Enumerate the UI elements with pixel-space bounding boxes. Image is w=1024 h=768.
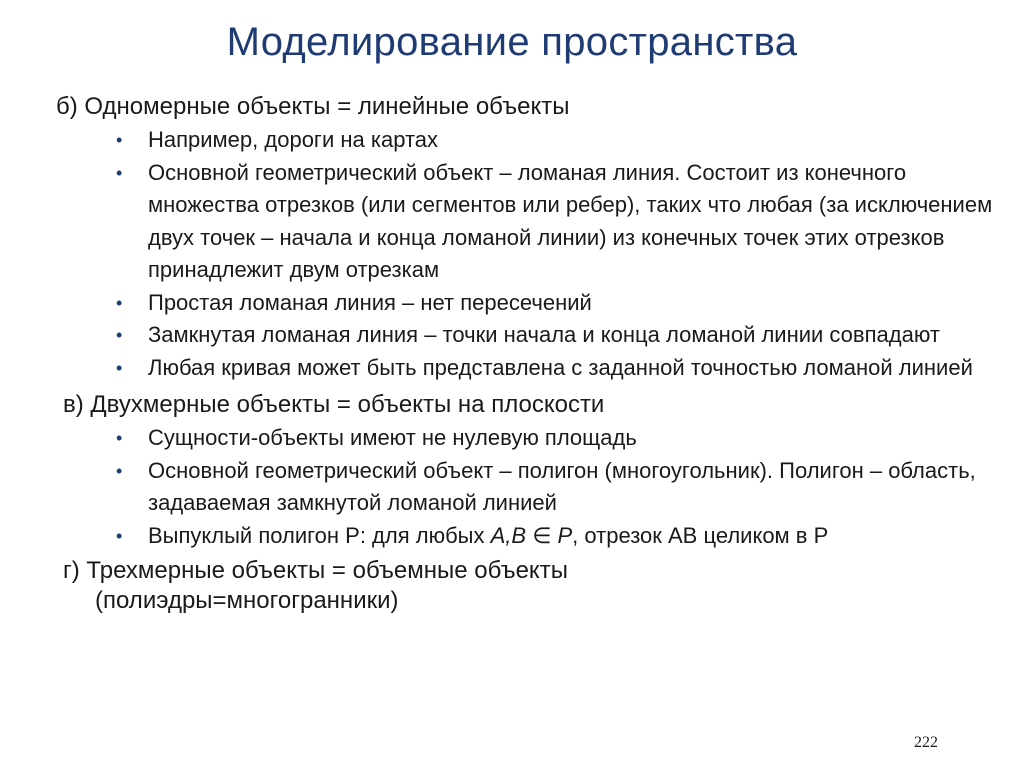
bullet-text: Основной геометрический объект – ломаная линия. Состоит из конечного множества отрезков (или сегментов или ребер), таких что любая (за исключением двух точек – начала и конца ломаной линии) из конечных точек этих отрезков принадлежит двум отрезкам [148, 159, 993, 282]
slide-title: Моделирование пространства [226, 20, 798, 64]
bullet-icon: • [116, 162, 123, 183]
bullet-text: Основной геометрический объект – полигон (многоугольник). Полигон – область, задаваемая замкнутой ломаной линией [148, 457, 976, 515]
bullet-text: Любая кривая может быть представлена с заданной точностью ломаной линией [148, 354, 973, 380]
bullet-text: Например, дороги на картах [148, 127, 439, 152]
bullet-list-one-dim [56, 124, 996, 384]
convex-prefix: Выпуклый полигон P: для любых [148, 522, 491, 548]
bullet-item [56, 124, 996, 157]
bullet-icon: • [116, 292, 123, 313]
bullet-item [56, 287, 996, 320]
bullet-text: Простая ломаная линия – нет пересечений [148, 289, 592, 315]
bullet-list-two-dim [56, 422, 996, 552]
bullet-item [56, 352, 996, 385]
page-number: 222 [914, 734, 938, 751]
section-heading-three-dim-line1: г) Трехмерные объекты = объемные объекты [63, 557, 568, 584]
section-heading-three-dim [56, 556, 996, 616]
bullet-text: Сущности-объекты имеют не нулевую площадь [148, 425, 637, 450]
section-heading-three-dim-line2: (полиэдры=многогранники) [95, 587, 399, 614]
section-heading-two-dim: в) Двухмерные объекты = объекты на плоскости [63, 391, 605, 418]
convex-math: A,B ∈ P [490, 522, 573, 548]
slide-content [56, 92, 996, 616]
bullet-text: Замкнутая ломаная линия – точки начала и конца ломаной линии совпадают [148, 322, 940, 347]
bullet-item [56, 422, 996, 455]
section-heading-one-dim: б) Одномерные объекты = линейные объекты [56, 93, 570, 120]
bullet-icon: • [116, 460, 123, 481]
convex-suffix: , отрезок AB целиком в P [572, 522, 829, 548]
bullet-item [56, 157, 996, 287]
bullet-icon: • [116, 525, 123, 546]
bullet-icon: • [116, 357, 123, 378]
bullet-icon: • [116, 428, 123, 448]
bullet-item [56, 319, 996, 352]
bullet-icon: • [116, 325, 123, 345]
bullet-item-convex [56, 520, 996, 553]
bullet-item [56, 455, 996, 520]
bullet-icon: • [116, 130, 123, 150]
